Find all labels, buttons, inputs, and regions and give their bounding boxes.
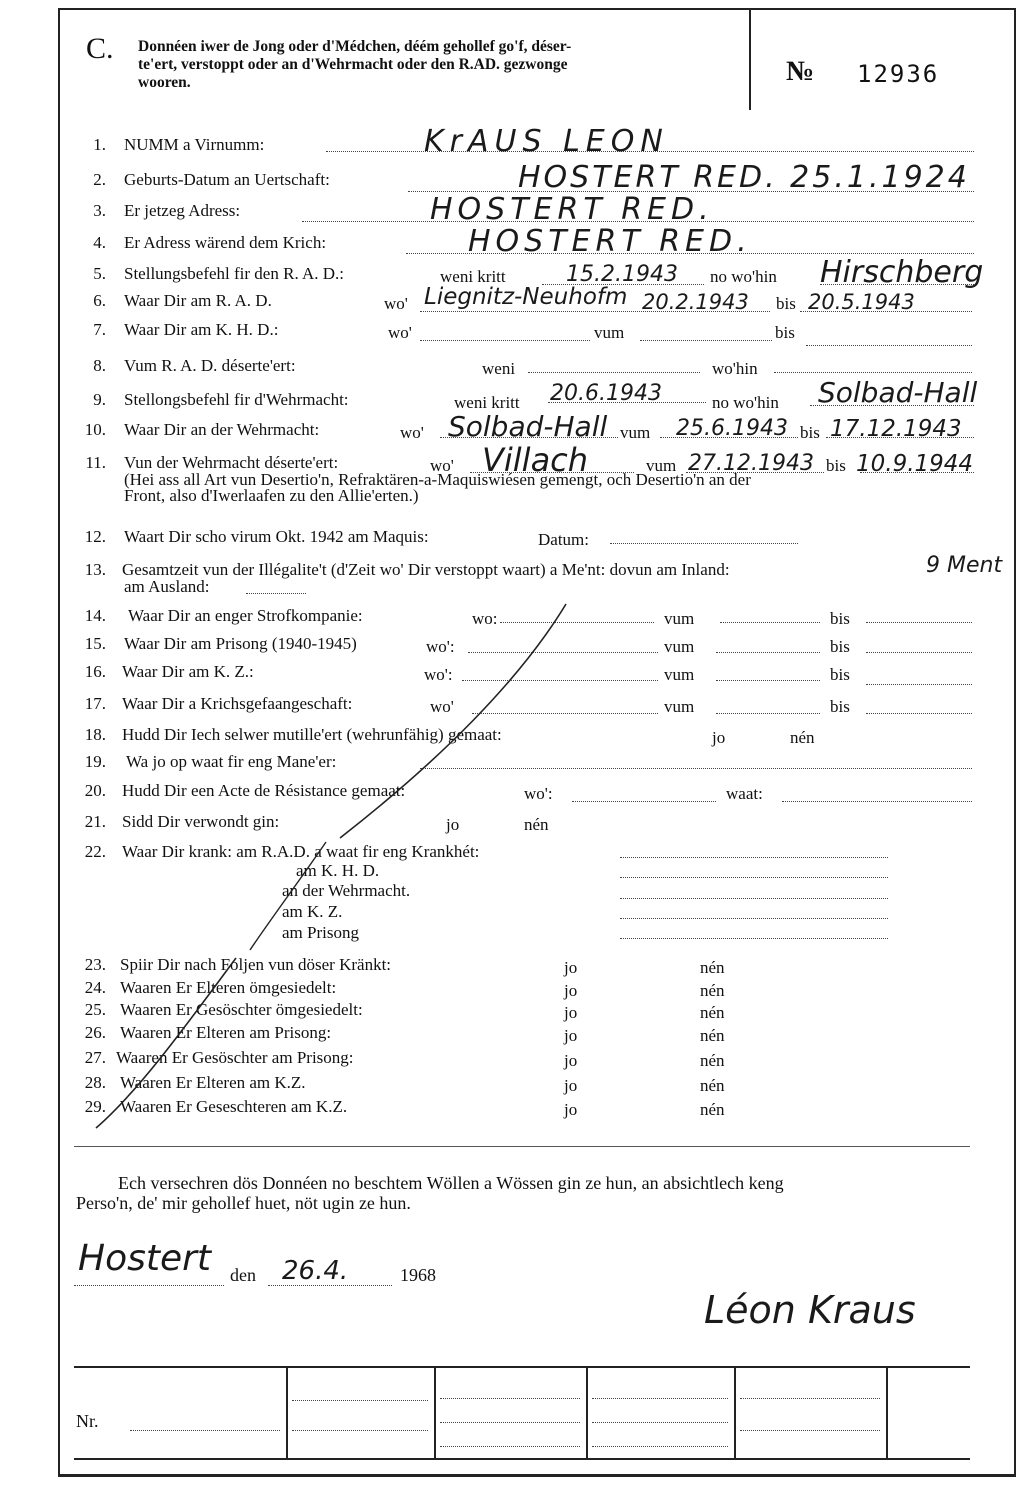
row-number: 16.: [84, 662, 106, 681]
year: 1968: [400, 1265, 436, 1285]
row-field-label: nén: [700, 1100, 725, 1119]
row-field-label: bis: [830, 609, 850, 628]
row-label: Spiir Dir nach Foljen vun döser Kränkt:: [120, 955, 392, 974]
number-label: №: [786, 56, 815, 87]
row-label: am Ausland:: [124, 577, 210, 596]
row-label: Waar Dir an der Wehrmacht:: [124, 420, 320, 439]
row-field-label: nén: [700, 981, 725, 1000]
row-field-label: bis: [800, 423, 820, 442]
row-field-label: vum: [664, 665, 695, 684]
row-label: Waar Dir a Krichsgefaangeschaft:: [122, 694, 353, 713]
row-field-label: wo':: [424, 665, 453, 684]
row-label: Waar Dir am Prisong (1940-1945): [124, 634, 357, 653]
hw-date: 26.4.: [282, 1256, 349, 1286]
row-field-label: jo: [564, 1003, 578, 1022]
row-field-label: bis: [826, 456, 846, 475]
row-number: 8.: [93, 356, 106, 375]
row-number: 11.: [85, 453, 106, 472]
row-field-label: jo: [712, 728, 726, 747]
row-number: 13.: [84, 560, 106, 579]
hw-rad-place: Hirschberg: [820, 255, 984, 290]
row-label: Gesamtzeit vun der Illégalite't (d'Zeit wo' Dir verstoppt waart) a Me'nt: dovun am Inland:: [122, 560, 730, 579]
hw-wm-to: 17.12.1943: [830, 416, 962, 442]
intro-line-3: wooren.: [138, 74, 191, 91]
row-number: 15.: [84, 634, 106, 653]
row-number: 6.: [93, 291, 106, 310]
row-label: Waaren Er Elteren am K.Z.: [120, 1073, 306, 1092]
row-field-label: bis: [830, 697, 850, 716]
row-label: Waar Dir am R. A. D.: [124, 291, 272, 310]
row-number: 1.: [93, 135, 106, 154]
hw-rad-where: Liegnitz-Neuhofm: [424, 284, 628, 310]
row-number: 12.: [84, 527, 106, 546]
row-field-label: weni: [482, 359, 516, 378]
row-field-label: wo:: [472, 609, 498, 628]
row-label: Geburts-Datum an Uertschaft:: [124, 170, 330, 189]
row-label: Vum R. A. D. déserte'ert:: [124, 356, 296, 375]
row-field-label: bis: [776, 294, 796, 313]
row-field-label: waat:: [726, 784, 763, 803]
row-number: 26.: [84, 1023, 106, 1042]
row-field-label: jo: [564, 1100, 578, 1119]
row-field-label: nén: [790, 728, 815, 747]
row-field-label: no wo'hin: [712, 393, 779, 412]
row-label: Waar Dir krank: am R.A.D. a waat fir eng Krankhét:: [122, 842, 480, 861]
row-field-label: nén: [700, 1026, 725, 1045]
separator: [74, 1146, 970, 1147]
row-field-label: vum: [594, 323, 625, 342]
row-field-label: no wo'hin: [710, 267, 777, 286]
declaration-line-2: Perso'n, de' mir gehollef huet, nöt ugin ze hun.: [76, 1193, 411, 1213]
row-field-label: wo':: [426, 637, 455, 656]
hw-wm-from: 25.6.1943: [676, 416, 788, 441]
intro-line-2: te'ert, verstoppt oder an d'Wehrmacht oder den R.AD. gezwonge: [138, 56, 568, 73]
row-field-label: wo'hin: [712, 359, 758, 378]
row-number: 4.: [93, 233, 106, 252]
hw-rad-from: 20.2.1943: [642, 290, 749, 314]
hw-place: Hostert: [78, 1238, 212, 1279]
row-label: Waaren Er Elteren am Prisong:: [120, 1023, 332, 1042]
row-field-label: jo: [564, 981, 578, 1000]
row-field-label: weni kritt: [440, 267, 506, 286]
row-number: 24.: [84, 978, 106, 997]
row-label: Waar Dir an enger Strofkompanie:: [128, 606, 363, 625]
row-label: Waart Dir scho virum Okt. 1942 am Maquis:: [124, 527, 429, 546]
row-label: Waaren Er Gesöschter am Prisong:: [116, 1048, 354, 1067]
intro-line-1: Donnéen iwer de Jong oder d'Médchen, déém gehollef go'f, déser-: [138, 38, 572, 55]
row-label: Er jetzeg Adress:: [124, 201, 241, 220]
row-label: NUMM a Virnumm:: [124, 135, 265, 154]
row-number: 28.: [84, 1073, 106, 1092]
row-label: Hudd Dir een Acte de Résistance gemaat:: [122, 781, 406, 800]
row-label: Waaren Er Geseschteren am K.Z.: [120, 1097, 348, 1116]
row-field-label: vum: [664, 697, 695, 716]
row-label: Waar Dir am K. Z.:: [122, 662, 254, 681]
footer-top-rule: [74, 1366, 970, 1368]
hw-inland: 9 Ment: [926, 553, 1003, 578]
row-label: Waar Dir am K. H. D.:: [124, 320, 279, 339]
row-field-label: vum: [664, 637, 695, 656]
hw-wm-date: 20.6.1943: [550, 381, 662, 406]
row-label: am K. H. D.: [296, 861, 380, 880]
hw-war-address: HOSTERT RED.: [468, 224, 752, 259]
row-field-label: vum: [664, 609, 695, 628]
row-label: Waaren Er Gesöschter ömgesiedelt:: [120, 1000, 363, 1019]
row-label: Er Adress wärend dem Krich:: [124, 233, 327, 252]
row-number: 21.: [84, 812, 106, 831]
row-field-label: bis: [830, 665, 850, 684]
hw-name: KrAUS LEON: [424, 124, 669, 159]
row-number: 3.: [93, 201, 106, 220]
row-number: 14.: [84, 606, 106, 625]
row-number: 10.: [84, 420, 106, 439]
row-label: (Hei ass all Art vun Desertio'n, Refraktären-a-Maquiswiésen gemengt, och Desertio'n an der: [124, 470, 751, 489]
row-field-label: jo: [564, 1051, 578, 1070]
hw-wm-place: Solbad-Hall: [818, 376, 978, 409]
hw-address: HOSTERT RED.: [430, 192, 714, 227]
declaration-line-1: Ech versechren dös Donnéen no beschtem Wöllen a Wössen gin ze hun, an absichtlech keng: [118, 1173, 784, 1193]
section-letter: C.: [86, 32, 114, 65]
hw-des-to: 10.9.1944: [856, 451, 974, 477]
row-field-label: nén: [700, 1076, 725, 1095]
row-number: 20.: [84, 781, 106, 800]
row-label: Wa jo op waat fir eng Mane'er:: [126, 752, 337, 771]
den-label: den: [230, 1265, 256, 1285]
form-number: 12936: [857, 60, 940, 88]
row-number: 29.: [84, 1097, 106, 1116]
hw-birth: HOSTERT RED. 25.1.1924: [518, 160, 970, 195]
footer-bottom-rule: [74, 1458, 970, 1460]
row-field-label: vum: [620, 423, 651, 442]
row-field-label: wo': [384, 294, 408, 313]
row-label: Stellongsbefehl fir d'Wehrmacht:: [124, 390, 349, 409]
row-field-label: wo': [400, 423, 424, 442]
row-number: 18.: [84, 725, 106, 744]
row-field-label: wo': [430, 697, 454, 716]
row-field-label: wo': [388, 323, 412, 342]
row-field-label: Datum:: [538, 530, 589, 549]
row-field-label: weni kritt: [454, 393, 520, 412]
nr-label: Nr.: [76, 1411, 99, 1431]
hw-des-where: Villach: [482, 441, 589, 479]
row-number: 17.: [84, 694, 106, 713]
row-field-label: nén: [700, 1003, 725, 1022]
row-field-label: jo: [564, 958, 578, 977]
hw-rad-to: 20.5.1943: [808, 290, 915, 314]
row-label: Stellungsbefehl fir den R. A. D.:: [124, 264, 345, 283]
row-number: 7.: [93, 320, 106, 339]
row-label: an der Wehrmacht.: [282, 881, 411, 900]
row-label: am K. Z.: [282, 902, 343, 921]
row-number: 23.: [84, 955, 106, 974]
row-number: 2.: [93, 170, 106, 189]
row-field-label: jo: [446, 815, 460, 834]
row-field-label: vum: [646, 456, 677, 475]
hw-rad-date: 15.2.1943: [566, 262, 678, 287]
row-number: 22.: [84, 842, 106, 861]
row-label: Hudd Dir Iech selwer mutille'ert (wehrunfähig) gemaat:: [122, 725, 502, 744]
row-field-label: nén: [524, 815, 549, 834]
row-label: Sidd Dir verwondt gin:: [122, 812, 280, 831]
row-field-label: wo': [430, 456, 454, 475]
row-number: 9.: [93, 390, 106, 409]
row-number: 25.: [84, 1000, 106, 1019]
hw-des-from: 27.12.1943: [688, 451, 814, 476]
row-label: am Prisong: [282, 923, 359, 942]
row-label: Waaren Er Elteren ömgesiedelt:: [120, 978, 337, 997]
row-number: 27.: [84, 1048, 106, 1067]
row-field-label: wo':: [524, 784, 553, 803]
row-field-label: nén: [700, 958, 725, 977]
row-field-label: jo: [564, 1076, 578, 1095]
row-number: 5.: [93, 264, 106, 283]
row-field-label: nén: [700, 1051, 725, 1070]
row-label: Front, also d'Iwerlaafen zu den Allie'erten.): [124, 486, 419, 505]
row-number: 19.: [84, 752, 106, 771]
row-field-label: bis: [830, 637, 850, 656]
row-label: Vun der Wehrmacht déserte'ert:: [124, 453, 339, 472]
row-field-label: bis: [775, 323, 795, 342]
row-field-label: jo: [564, 1026, 578, 1045]
hw-wm-where: Solbad-Hall: [448, 410, 608, 443]
signature: Léon Kraus: [704, 1288, 916, 1332]
